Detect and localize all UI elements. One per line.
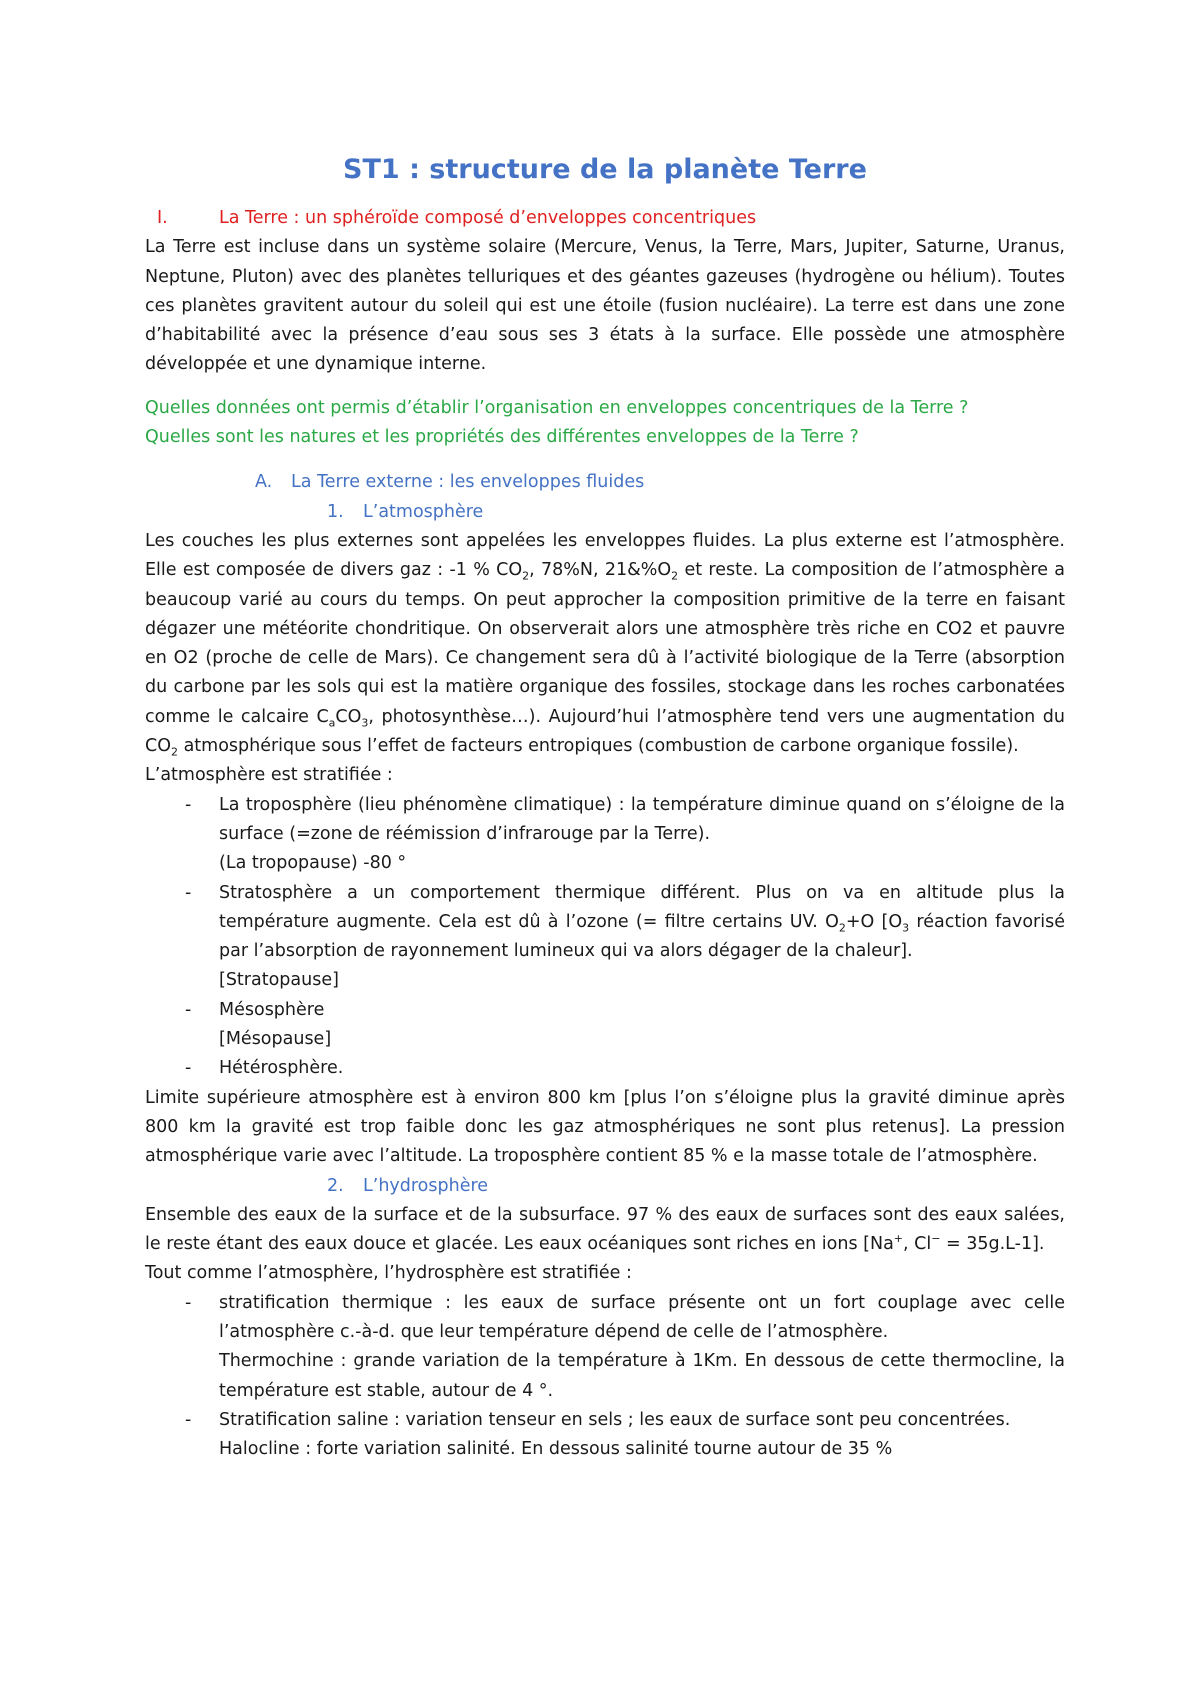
list-item: - stratification thermique : les eaux de surface présente ont un fort couplage avec celle l’atmosphère c.-à-d. que leur température dépend de celle de l’atmosphère. Thermochine : grande variation de la température à 1Km. En dessous de cette thermocline, la température est stable, autour de 4 °. <box>185 1292 1065 1401</box>
hydrosphere-layers-list <box>145 1289 1065 1465</box>
hydrosphere-strat-intro: Tout comme l’atmosphère, l’hydrosphère est stratifiée : <box>145 1263 632 1284</box>
heading-title: L’atmosphère <box>363 501 484 522</box>
list-item: - La troposphère (lieu phénomène climatique) : la température diminue quand on s’éloigne de la surface (=zone de réémission d’infrarouge par la Terre). (La tropopause) -80 ° <box>185 794 1065 874</box>
heading-atmosphere <box>145 498 1065 527</box>
atmosphere-paragraph: Les couches les plus externes sont appelées les enveloppes fluides. La plus externe est l’atmosphère. Elle est composée de divers gaz : -1 % $CO_2$, 78%N, $21\&\%O_2$ et reste. La composition de l’atmosphère a beaucoup varié au cours du temps. On peut approcher la composition primitive de la terre en faisant dégazer une météorite chondritique. On observerait alors une atmosphère très riche en CO2 et pauvre en O2 (proche de celle de Mars). Ce changement sera dû à l’activité biologique de la Terre (absorption du carbone par les sols qui est la matière organique des fossiles, stockage dans les roches carbonatées comme le calcaire $C_aCO_3$, photosynthèse…). Aujourd’hui l’atmosphère tend vers une augmentation du $CO_2$ atmosphérique sous l’effet de facteurs entropiques (combustion de carbone organique fossile). <box>145 530 1065 759</box>
list-item: - Stratification saline : variation tenseur en sels ; les eaux de surface sont peu concentrées. Halocline : forte variation salinité. En dessous salinité tourne autour de 35 % <box>185 1409 1011 1460</box>
heading-hydrosphere <box>145 1172 1065 1201</box>
atmosphere-layers-list <box>145 791 1065 1084</box>
list-item: - Mésosphère [Mésopause] <box>185 999 332 1050</box>
list-item: - Stratosphère a un comportement thermique différent. Plus on va en altitude plus la température augmente. Cela est dû à l’ozone (= filtre certains UV. $O_2+O$ [$O_3$ réaction favorisé par l’absorption de rayonnement lumineux qui va alors dégager de la chaleur]. [Stratopause] <box>185 882 1065 991</box>
heading-title: L’hydrosphère <box>363 1175 489 1196</box>
heading-number: 2. <box>327 1175 344 1196</box>
list-item: - Hétérosphère. <box>185 1058 344 1079</box>
section-heading-1 <box>145 204 1065 233</box>
atmosphere-strat-intro: L’atmosphère est stratifiée : <box>145 765 393 786</box>
question-2: Quelles sont les natures et les propriétés des différentes enveloppes de la Terre ? <box>145 427 859 448</box>
subsection-number: A. <box>255 472 273 493</box>
page-title: ST1 : structure de la planète Terre <box>343 154 867 185</box>
hydrosphere-paragraph: Ensemble des eaux de la surface et de la subsurface. 97 % des eaux de surfaces sont des eaux salées, le reste étant des eaux douce et glacée. Les eaux océaniques sont riches en ions [Na+, Cl− = 35g.L-1]. <box>145 1204 1065 1255</box>
section-number: I. <box>157 208 168 228</box>
intro-paragraph: La Terre est incluse dans un système solaire (Mercure, Venus, la Terre, Mars, Jupiter, Saturne, Uranus, Neptune, Pluton) avec des planètes telluriques et des géantes gazeuses (hydrogène ou hélium). Toutes ces planètes gravitent autour du soleil qui est une étoile (fusion nucléaire). La terre est dans une zone d’habitabilité avec la présence d’eau sous ses 3 états à la surface. Elle possède une atmosphère développée et une dynamique interne. <box>145 237 1065 375</box>
section-title: La Terre : un sphéroïde composé d’enveloppes concentriques <box>219 208 757 228</box>
subsection-title: La Terre externe : les enveloppes fluides <box>291 472 645 493</box>
question-1: Quelles données ont permis d’établir l’organisation en enveloppes concentriques de la Terre ? <box>145 397 969 418</box>
document-page <box>145 150 1065 1464</box>
heading-number: 1. <box>327 501 344 522</box>
subsection-heading-a <box>145 468 1065 497</box>
atmosphere-limit-paragraph: Limite supérieure atmosphère est à environ 800 km [plus l’on s’éloigne plus la gravité diminue après 800 km la gravité est trop faible donc les gaz atmosphériques ne sont plus retenus]. La pression atmosphérique varie avec l’altitude. La troposphère contient 85 % e la masse totale de l’atmosphère. <box>145 1087 1065 1167</box>
